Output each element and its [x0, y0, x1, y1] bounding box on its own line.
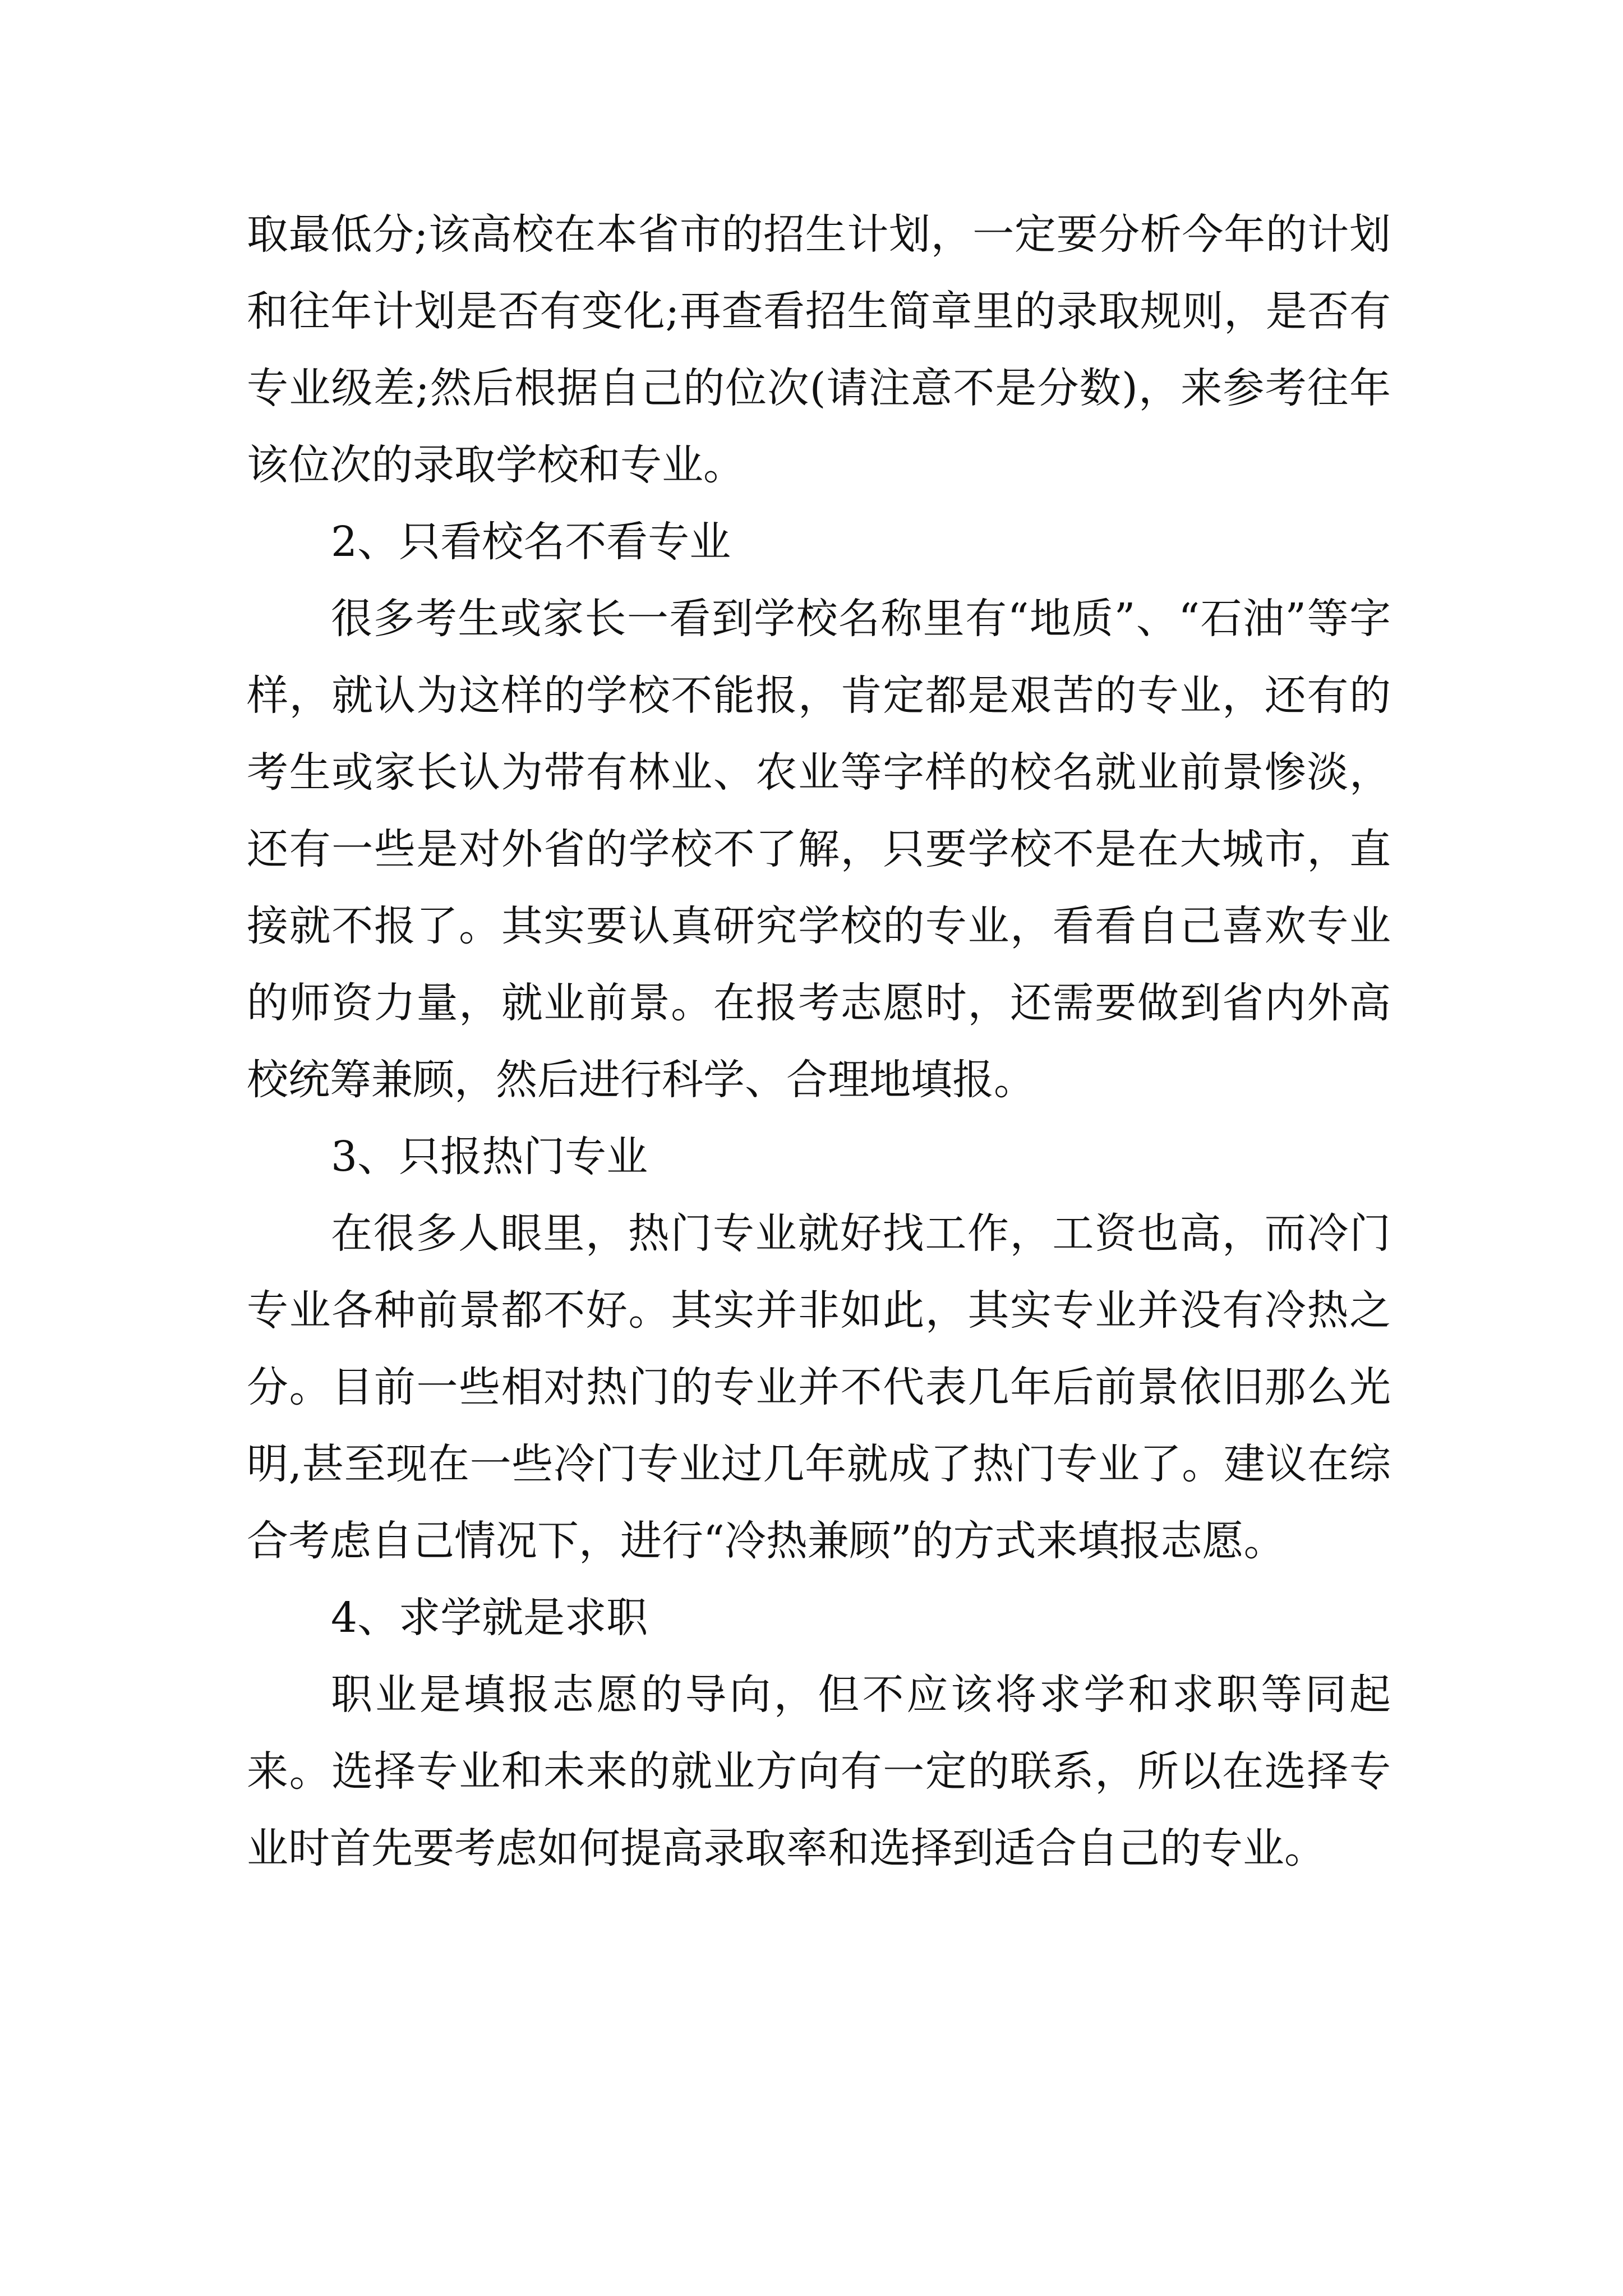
section-heading-3: 3、只报热门专业 [331, 1133, 648, 1181]
section-heading-4: 4、求学就是求职 [331, 1594, 648, 1642]
section-heading-2: 2、只看校名不看专业 [331, 518, 731, 566]
paragraph-section-2: 很多考生或家长一看到学校名称里有“地质”、“石油”等字样，就认为这样的学校不能报，肯定都是艰苦的专业，还有的考生或家长认为带有林业、农业等字样的校名就业前景惨淡，还有一些是对外省的学校不了解，只要学校不是在大城市，直接就不报了。其实要认真研究学校的专业，看看自己喜欢专业的师资力量，就业前景。在报考志愿时，还需要做到省内外高校统筹兼顾，然后进行科学、合理地填报。 [247, 595, 1391, 1104]
paragraph-continuation: 取最低分;该高校在本省市的招生计划，一定要分析今年的计划和往年计划是否有变化;再查看招生简章里的录取规则，是否有专业级差;然后根据自己的位次(请注意不是分数)，来参考往年该位次的录取学校和专业。 [247, 210, 1391, 489]
paragraph-section-4: 职业是填报志愿的导向，但不应该将求学和求职等同起来。选择专业和未来的就业方向有一定的联系，所以在选择专业时首先要考虑如何提高录取率和选择到适合自己的专业。 [247, 1671, 1391, 1872]
document-body [247, 196, 1391, 1887]
paragraph-section-3: 在很多人眼里，热门专业就好找工作，工资也高，而冷门专业各种前景都不好。其实并非如此，其实专业并没有冷热之分。目前一些相对热门的专业并不代表几年后前景依旧那么光明,甚至现在一些冷门专业过几年就成了热门专业了。建议在综合考虑自己情况下，进行“冷热兼顾”的方式来填报志愿。 [247, 1209, 1391, 1565]
